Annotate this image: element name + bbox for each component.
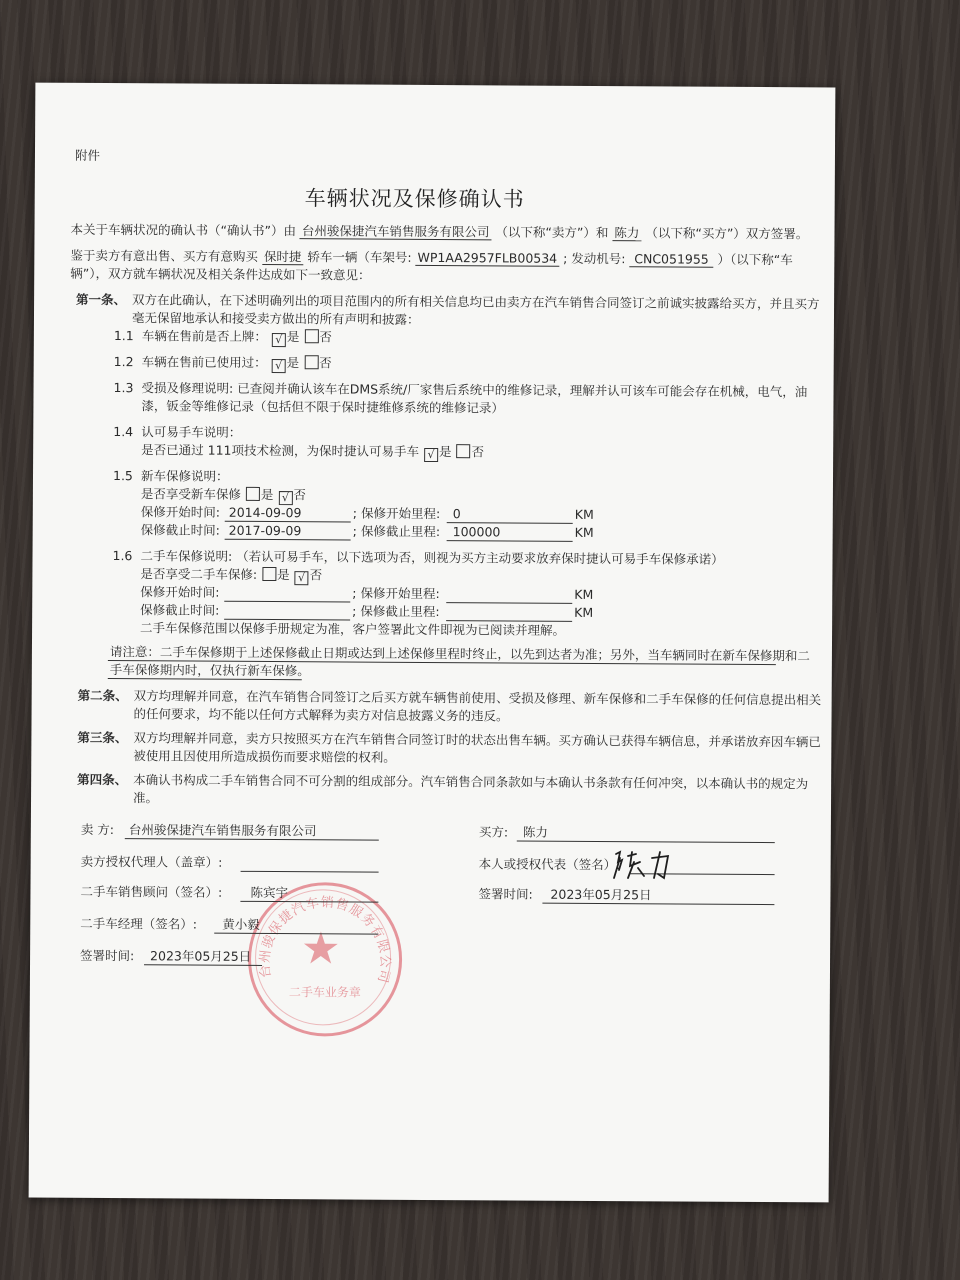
checkbox-plate-no[interactable] — [304, 329, 318, 343]
used-warranty-start-km-unit: KM — [574, 586, 594, 602]
buyer-date-line — [542, 903, 774, 905]
new-warranty-end-time-label: 保修截止时间: — [140, 522, 220, 538]
notice-line-1: 请注意：二手车保修期于上述保修截止日期或达到上述保修里程时终止，以先到达者为准；另外，当车辆同时在新车保修期和二 — [109, 644, 810, 664]
article-2-label: 第二条、 — [77, 687, 128, 704]
seal-star-icon: ★ — [300, 923, 341, 975]
buyer-rep-label: 本人或授权代表（签名）: — [478, 856, 621, 873]
seller-date-label: 签署时间: — [80, 947, 135, 964]
buyer-sign-label: 买方: — [478, 824, 509, 840]
item-1-6-number: 1.6 — [112, 548, 133, 564]
item-1-1-number: 1.1 — [113, 328, 134, 344]
checkbox-new-warranty-yes[interactable] — [246, 487, 260, 501]
used-car-manager-label: 二手车经理（签名）: — [80, 915, 198, 932]
checkbox-certified-no[interactable] — [456, 444, 470, 458]
checkbox-used-no[interactable] — [304, 355, 318, 369]
vin-field[interactable]: WP1AA2957FLB00534 — [416, 250, 560, 267]
checkbox-plate-yes[interactable]: √ — [272, 333, 286, 347]
used-car-manager-value: 黄小毅 — [222, 916, 260, 932]
item-1-5-number: 1.5 — [112, 468, 133, 484]
attachment-label: 附件 — [74, 147, 101, 163]
new-warranty-end-time-line — [225, 539, 351, 541]
seller-agent-label: 卖方授权代理人（盖章）: — [80, 853, 223, 870]
article-1-label: 第一条、 — [76, 291, 127, 308]
brand-field[interactable]: 保时捷 — [262, 249, 304, 265]
article-3-label: 第三条、 — [77, 729, 128, 746]
new-warranty-start-km[interactable]: 0 — [452, 506, 461, 522]
item-1-3-number: 1.3 — [113, 380, 134, 396]
new-warranty-start-time[interactable]: 2014-09-09 — [228, 504, 302, 521]
article-2-text-1: 双方均理解并同意，在汽车销售合同签订之后买方就车辆售前使用、受损及修理、新车保修和二手车保修的任何信息提出相关 — [133, 688, 822, 708]
sales-advisor-value: 陈宾宇 — [250, 884, 289, 901]
notice-line-2: 手车保修期内时，仅执行新车保修。 — [109, 662, 310, 679]
seller-date-value: 2023年05月25日 — [150, 948, 252, 964]
engine-number-field[interactable]: CNC051955 — [629, 251, 713, 268]
document-page — [29, 83, 836, 1203]
item-1-3-text-2: 漆，钣金等维修记录（包括但不限于保时捷维修系统的维修记录） — [141, 398, 504, 416]
buyer-sign-line — [517, 841, 775, 844]
company-seal — [248, 882, 403, 1037]
new-warranty-end-km-label: ; 保修截止里程: — [352, 523, 441, 540]
used-warranty-start-time-field[interactable] — [224, 601, 350, 603]
item-1-3-text-1: 受损及修理说明: 已查阅并确认该车在DMS系统/厂家售后系统中的维修记录，理解并认可该车可能会存在机械，电气，油 — [141, 380, 808, 400]
used-warranty-start-time-label: 保修开始时间: — [140, 584, 220, 600]
company-seal-text: 台州骏保捷汽车销售服务有限公司 — [257, 895, 393, 985]
checkbox-used-warranty-yes[interactable] — [262, 567, 276, 581]
item-1-4-number: 1.4 — [113, 424, 134, 440]
item-1-6-text-1: 二手车保修说明: （若认可易手车，以下选项为否，则视为买方主动要求放弃保时捷认可易手车保修承诺） — [140, 548, 724, 567]
item-1-5-text-1: 新车保修说明： — [140, 468, 229, 484]
seller-sign-value: 台州骏保捷汽车销售服务有限公司 — [128, 822, 317, 839]
sales-advisor-label: 二手车销售顾问（签名）: — [80, 883, 223, 900]
item-1-1: 车辆在售前是否上牌： √ 是 否 — [141, 328, 332, 347]
item-1-5: 是否享受新车保修 是 √ 否 — [140, 486, 306, 505]
new-warranty-end-km-unit: KM — [574, 524, 594, 540]
article-1-text-2: 毫无保留地承认和接受卖方做出的所有声明和披露： — [131, 310, 420, 327]
used-warranty-end-time-label: 保修截止时间: — [140, 602, 220, 618]
checkbox-used-warranty-no[interactable]: √ — [295, 571, 309, 585]
seller-date-line — [144, 964, 262, 966]
buyer-date-value: 2023年05月25日 — [550, 886, 652, 903]
intro-line-1: 本关于车辆状况的确认书（“确认书”）由 台州骏保捷汽车销售服务有限公司 （以下称“卖方”）和 陈力 （以下称“买方”）双方签署。 — [70, 221, 809, 242]
item-1-2-number: 1.2 — [113, 354, 134, 370]
new-warranty-start-km-label: ; 保修开始里程: — [352, 505, 441, 522]
checkbox-certified-yes[interactable]: √ — [424, 448, 438, 462]
checkbox-new-warranty-no[interactable]: √ — [278, 491, 292, 505]
handwritten-signature — [610, 848, 690, 884]
seller-sign-label: 卖 方: — [80, 821, 115, 838]
document-title: 车辆状况及保修确认书 — [304, 186, 525, 212]
seller-agent-field[interactable] — [241, 871, 379, 873]
article-4-text-1: 本确认书构成二手车销售合同不可分割的组成部分。汽车销售合同条款如与本确认书条款有任何冲突，以本确认书的规定为 — [133, 772, 809, 792]
article-4-text-2: 准。 — [133, 790, 159, 806]
new-warranty-end-km[interactable]: 100000 — [452, 524, 501, 540]
new-warranty-end-time[interactable]: 2017-09-09 — [228, 522, 302, 539]
seller-sign-line — [125, 838, 379, 841]
article-2-text-2: 的任何要求，均不能以任何方式解释为卖方对信息披露义务的违反。 — [133, 706, 509, 724]
new-warranty-end-km-line — [447, 540, 573, 542]
item-1-6: 是否享受二手车保修: 是 √ 否 — [140, 566, 323, 585]
item-1-2: 车辆在售前已使用过： √ 是 否 — [141, 354, 332, 373]
item-1-4-text-1: 认可易手车说明： — [141, 424, 242, 440]
buyer-date-label: 签署时间: — [478, 886, 533, 902]
new-warranty-start-km-unit: KM — [574, 506, 594, 522]
intro-line-3: 辆”），双方就车辆状况及相关条件达成如下一致意见： — [70, 265, 371, 283]
item-1-4: 是否已通过 111项技术检测，为保时捷认可易手车 √ 是 否 — [141, 442, 485, 462]
used-warranty-start-km-field[interactable] — [446, 602, 572, 604]
article-1-text-1: 双方在此确认，在下述明确列出的项目范围内的所有相关信息均已由卖方在汽车销售合同签订之前诚实披露给买方，并且买方 — [132, 292, 820, 312]
article-4-label: 第四条、 — [77, 771, 128, 788]
notice-underline-2 — [108, 678, 302, 680]
buyer-sign-value: 陈力 — [522, 824, 548, 840]
checkbox-used-yes[interactable]: √ — [272, 359, 286, 373]
used-warranty-end-km-label: ; 保修截止里程: — [352, 603, 440, 620]
used-warranty-end-km-unit: KM — [574, 604, 594, 620]
article-3-text-2: 被使用且因使用所造成损伤而要求赔偿的权利。 — [133, 748, 396, 765]
used-warranty-start-km-label: ; 保修开始里程: — [352, 585, 440, 602]
new-warranty-start-time-label: 保修开始时间: — [140, 504, 221, 520]
intro-line-2: 鉴于卖方有意出售、买方有意购买 保时捷 轿车一辆（车架号: WP1AA2957FLB00534 ; 发动机号: CNC051955 ）（以下称“车 — [70, 247, 793, 268]
seller-name-field[interactable]: 台州骏保捷汽车销售服务有限公司 — [300, 223, 492, 240]
article-3-text-1: 双方均理解并同意，卖方只按照买方在汽车销售合同签订时的状态出售车辆。买方确认已获得车辆信息，并承诺放弃因车辆已 — [133, 730, 821, 750]
buyer-name-field[interactable]: 陈力 — [612, 225, 641, 241]
company-seal-subtext: 二手车业务章 — [288, 985, 361, 1000]
used-warranty-scope: 二手车保修范围以保修手册规定为准，客户签署此文件即视为已阅读并理解。 — [140, 620, 566, 638]
